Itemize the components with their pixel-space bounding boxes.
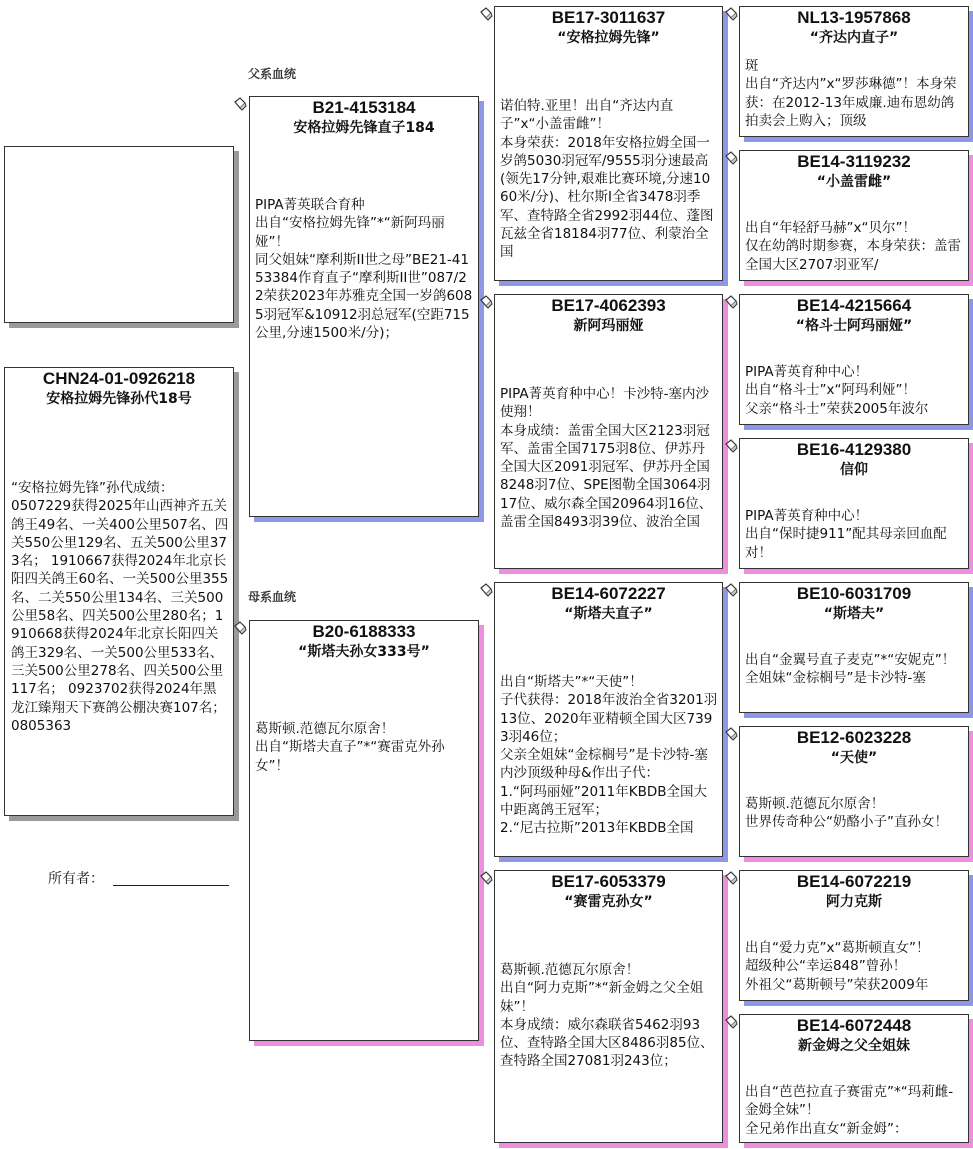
pigeon-description: 出自“年轻舒马赫”x“贝尔”！ 仅在幼鸽时期参赛，本身荣获：盖雷全国大区2707羽亚军/ xyxy=(745,220,961,273)
pigeon-description: 出自“爱力克”x“葛斯顿直女”！ 超级种公“幸运848”曾孙！ 外祖父“葛斯顿号”荣获2009年 xyxy=(745,940,930,993)
ring-number: BE10-6031709 xyxy=(796,584,912,603)
pigeon-name: 安格拉姆先锋直子184 xyxy=(293,120,435,136)
edit-icon[interactable] xyxy=(724,7,738,21)
edit-icon[interactable] xyxy=(724,1015,738,1029)
pigeon-name: “格斗士阿玛丽娅” xyxy=(795,318,913,334)
ring-number: BE12-6023228 xyxy=(796,728,912,747)
pigeon-name: 安格拉姆先锋孙代18号 xyxy=(46,391,192,407)
pigeon-description: 葛斯顿.范德瓦尔原舍！ 出自“斯塔夫直子”*“赛雷克外孙女”！ xyxy=(255,721,445,774)
ring-number: BE14-4215664 xyxy=(796,296,912,315)
ring-number: BE14-6072448 xyxy=(796,1016,912,1035)
pigeon-name: “斯塔夫直子” xyxy=(564,606,653,622)
edit-icon[interactable] xyxy=(724,151,738,165)
pigeon-description: 出自“金翼号直子麦克”*“安妮克”！ 全姐妹“金棕榈号”是卡沙特-塞 xyxy=(745,652,956,687)
dds-card[interactable] xyxy=(739,870,969,1001)
sire-sire-card[interactable] xyxy=(494,6,723,281)
pigeon-name: “赛雷克孙女” xyxy=(564,894,653,910)
edit-icon[interactable] xyxy=(724,295,738,309)
ring-number: CHN24-01-0926218 xyxy=(42,369,196,388)
ddd-card[interactable] xyxy=(739,1014,969,1143)
dam-card[interactable] xyxy=(249,620,479,1041)
pigeon-description: “安格拉姆先锋”孙代成绩： 0507229获得2025年山西神齐五关鸽王49名、一关400公里507名、四关550公里129名、五关500公里373名； 1910667获得2024年北京长阳四关鸽王60名、一关500公里355名、二关550公里134名、三关500公里58名、四关500公里280名；1910668获得2024年北京长阳四关鸽王329名、一关500公里533名、三关500公里278名、四关500公里117名； 0923702获得2024年黑龙江臻翔天下赛鸽公棚决赛107名； 0805363 xyxy=(11,480,229,734)
pigeon-description: 斑 出自“齐达内”x“罗莎琳德”！本身荣获：在2012-13年威廉.迪布恩幼鸽拍卖会上购入；顶级 xyxy=(745,58,957,129)
ring-number: B21-4153184 xyxy=(312,98,416,117)
edit-icon[interactable] xyxy=(233,621,247,635)
ring-number: B20-6188333 xyxy=(312,622,416,641)
edit-icon[interactable] xyxy=(479,583,493,597)
edit-icon[interactable] xyxy=(479,7,493,21)
pigeon-description: PIPA菁英育种中心！卡沙特-塞内沙使翔！ 本身成绩：盖雷全国大区2123羽冠军、盖雷全国7175羽8位、伊苏丹全国大区2091羽冠军、伊苏丹全国8248羽7位、SPE图勒全国3064羽17位、威尔森全国20964羽16位、盖雷全国8493羽39位、波治全国 xyxy=(500,386,713,531)
pigeon-name: “天使” xyxy=(830,750,878,766)
pigeon-name: 阿力克斯 xyxy=(826,894,882,910)
owner-label: 所有者： xyxy=(48,871,104,887)
sire-line-label: 父系血统 xyxy=(248,67,297,81)
main-pigeon-card[interactable] xyxy=(4,367,234,816)
pigeon-name: “安格拉姆先锋” xyxy=(557,30,660,46)
pigeon-name: 新金姆之父全姐妹 xyxy=(798,1038,910,1054)
pigeon-description: PIPA菁英联合育种 出自“安格拉姆先锋”*“新阿玛丽娅”！ 同父姐妹“摩利斯II世之母”BE21-4153384作育直子“摩利斯II世”087/22荣获2023年苏雅克全国一岁鸽6085羽冠军&10912羽总冠军(空距715公里,分速1500米/分)； xyxy=(255,197,473,342)
pigeon-description: 出自“芭芭拉直子赛雷克”*“玛莉雌-金姆全妹”！ 全兄弟作出直女“新金姆”： xyxy=(745,1084,954,1137)
pigeon-name: “斯塔夫” xyxy=(823,606,885,622)
ring-number: BE17-6053379 xyxy=(551,872,666,891)
edit-icon[interactable] xyxy=(233,97,247,111)
ring-number: BE17-3011637 xyxy=(551,8,666,27)
pigeon-description: 葛斯顿.范德瓦尔原舍！ 世界传奇种公“奶酪小子”直孙女！ xyxy=(745,796,948,831)
dam-sire-card[interactable] xyxy=(494,582,723,857)
pigeon-name: “小盖雷雌” xyxy=(816,174,892,190)
dam-dam-card[interactable] xyxy=(494,870,723,1143)
edit-icon[interactable] xyxy=(479,295,493,309)
photo-frame[interactable] xyxy=(4,146,234,323)
dss-card[interactable] xyxy=(739,582,969,713)
ring-number: BE16-4129380 xyxy=(796,440,912,459)
ring-number: BE14-6072227 xyxy=(551,584,666,603)
sire-dam-card[interactable] xyxy=(494,294,723,569)
pigeon-description: PIPA菁英育种中心！ 出自“格斗士”x“阿玛利娅”！ 父亲“格斗士”荣获2005年波尔 xyxy=(745,364,929,417)
pigeon-description: 诺伯特.亚里！出自“齐达内直子”x“小盖雷雌”！ 本身荣获：2018年安格拉姆全国一岁鸽5030羽冠军/9555羽分速最高(领先17分钟,艰难比赛环境,分速1060米/分)、杜尔斯I全省3478羽季军、查特路全省2992羽44位、蓬图瓦兹全省18184羽77位、利蒙治全国 xyxy=(500,98,714,261)
sss-card[interactable] xyxy=(739,6,969,137)
ssd-card[interactable] xyxy=(739,150,969,281)
edit-icon[interactable] xyxy=(724,439,738,453)
pigeon-description: 出自“斯塔夫”*“天使”！ 子代获得：2018年波治全省3201羽13位、2020年亚精顿全国大区7393羽46位； 父亲全姐妹“金棕榈号”是卡沙特-塞内沙顶级种母&作出子代： 1.“阿玛丽娅”2011年KBDB全国大中距离鸽王冠军； 2.“尼古拉斯”2013年KBDB全国 xyxy=(500,674,718,837)
owner-field[interactable] xyxy=(113,885,229,886)
edit-icon[interactable] xyxy=(479,871,493,885)
ring-number: BE17-4062393 xyxy=(551,296,666,315)
sdd-card[interactable] xyxy=(739,438,969,569)
pigeon-description: PIPA菁英育种中心！ 出自“保时捷911”配其母亲回血配对！ xyxy=(745,508,947,561)
dam-line-label: 母系血统 xyxy=(248,590,297,604)
pigeon-name: “斯塔夫孙女333号” xyxy=(298,644,430,660)
ring-number: BE14-3119232 xyxy=(797,152,911,171)
edit-icon[interactable] xyxy=(724,583,738,597)
edit-icon[interactable] xyxy=(724,871,738,885)
sds-card[interactable] xyxy=(739,294,969,425)
ring-number: NL13-1957868 xyxy=(797,8,911,27)
ring-number: BE14-6072219 xyxy=(796,872,912,891)
pigeon-name: 新阿玛丽娅 xyxy=(573,318,644,334)
edit-icon[interactable] xyxy=(724,727,738,741)
dsd-card[interactable] xyxy=(739,726,969,857)
pigeon-name: “齐达内直子” xyxy=(809,30,899,46)
pigeon-description: 葛斯顿.范德瓦尔原舍！ 出自“阿力克斯”*“新金姆之父全姐妹”！ 本身成绩：威尔森联省5462羽93位、查特路全国大区8486羽85位、查特路全国27081羽243位； xyxy=(500,962,714,1070)
pigeon-name: 信仰 xyxy=(840,462,868,478)
sire-card[interactable] xyxy=(249,96,479,517)
